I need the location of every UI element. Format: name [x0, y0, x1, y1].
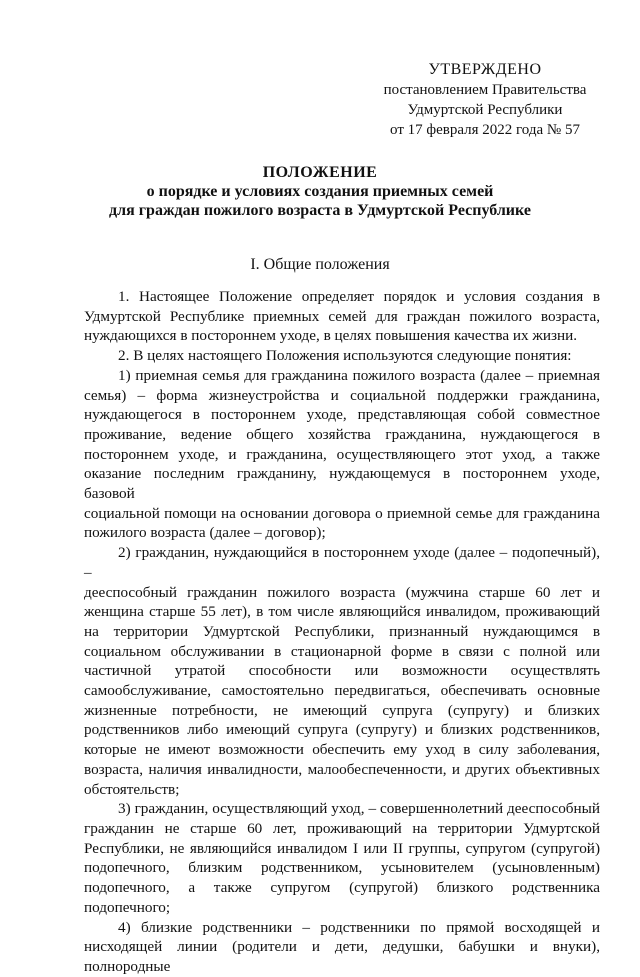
text-line: Удмуртской Республике приемных семей для граждан пожилого возраста, [84, 307, 600, 325]
section-heading: I. Общие положения [250, 256, 390, 273]
text-line: пожилого возраста (далее – договор); [84, 524, 326, 542]
approval-line-3: от 17 февраля 2022 года № 57 [390, 122, 580, 138]
approval-line-2: Удмуртской Республики [407, 102, 563, 118]
approval-heading: УТВЕРЖДЕНО [428, 61, 542, 78]
document-title [0, 163, 640, 220]
title-line-2: о порядке и условиях создания приемных семей [146, 183, 494, 200]
title-line-3: для граждан пожилого возраста в Удмуртской Республике [109, 202, 531, 219]
text-line: родственников либо имеющий супруга (супругу) и близких родственников, [84, 721, 600, 739]
text-line: на территории Удмуртской Республики, признанный нуждающимся в [84, 622, 600, 640]
text-line: женщина старше 55 лет), в том числе являющийся инвалидом, проживающий [84, 603, 600, 621]
approval-block [370, 60, 600, 140]
text-line: 3) гражданин, осуществляющий уход, – совершеннолетний дееспособный [118, 800, 600, 818]
text-line: проживание, ведение общего хозяйства гражданина, нуждающегося в [84, 425, 600, 443]
text-line: 1) приемная семья для гражданина пожилого возраста (далее – приемная [118, 366, 600, 384]
text-line: гражданин не старше 60 лет, проживающий на территории Удмуртской [84, 819, 600, 837]
text-line: подопечного, а также супругом (супругой) близкого родственника [84, 879, 600, 897]
text-line: нуждающихся в постороннем уходе, в целях повышения качества их жизни. [84, 327, 578, 345]
text-line: подопечного; [84, 898, 171, 916]
text-line: нуждающегося в постороннем уходе, представляющая собой совместное [84, 406, 600, 424]
approval-line-1: постановлением Правительства [383, 82, 587, 98]
title-line-1: ПОЛОЖЕНИЕ [262, 164, 378, 181]
text-line: семья) – форма жизнеустройства и социальной поддержки гражданина, [84, 386, 600, 404]
text-line: 2) гражданин, нуждающийся в постороннем уходе (далее – подопечный), – [84, 544, 600, 581]
text-line: 4) близкие родственники – родственники по прямой восходящей и [118, 918, 600, 936]
text-line: 1. Настоящее Положение определяет порядок и условия создания в [118, 288, 600, 305]
text-line: 2. В целях настоящего Положения используются следующие понятия: [118, 347, 572, 365]
text-line: социальной помощи на основании договора о приемной семье для гражданина [84, 504, 600, 522]
document-body [84, 287, 600, 977]
text-line: обстоятельств; [84, 780, 180, 798]
text-line: дееспособный гражданин пожилого возраста (мужчина старше 60 лет и [84, 583, 600, 601]
text-line: частичной утратой способности или возможности осуществлять [84, 662, 600, 680]
text-line: жизненные потребности, не имеющий супруга (супругу) и близких [84, 701, 600, 719]
text-line: постороннем уходе, и гражданина, осуществляющего этот уход, а также [84, 445, 600, 463]
text-line: подопечного, близким родственником, усыновителем (усыновленным) [84, 859, 600, 877]
text-line: оказание последним гражданину, нуждающемуся в постороннем уходе, базовой [84, 465, 600, 503]
text-line: Республики, не являющийся инвалидом I или II группы, супругом (супругой) [84, 839, 600, 857]
text-line: возраста, наличия инвалидности, малообеспеченности, и других объективных [84, 760, 600, 778]
text-line: самообслуживание, самостоятельно передвигаться, обеспечивать основные [84, 682, 600, 700]
text-line: нисходящей линии (родители и дети, дедушки, бабушки и внуки), полнородные [84, 938, 600, 975]
text-line: которые не имеют возможности обеспечить ему уход в силу заболевания, [84, 741, 600, 759]
text-line: социальном обслуживании в стационарной форме в связи с полной или [84, 642, 600, 660]
